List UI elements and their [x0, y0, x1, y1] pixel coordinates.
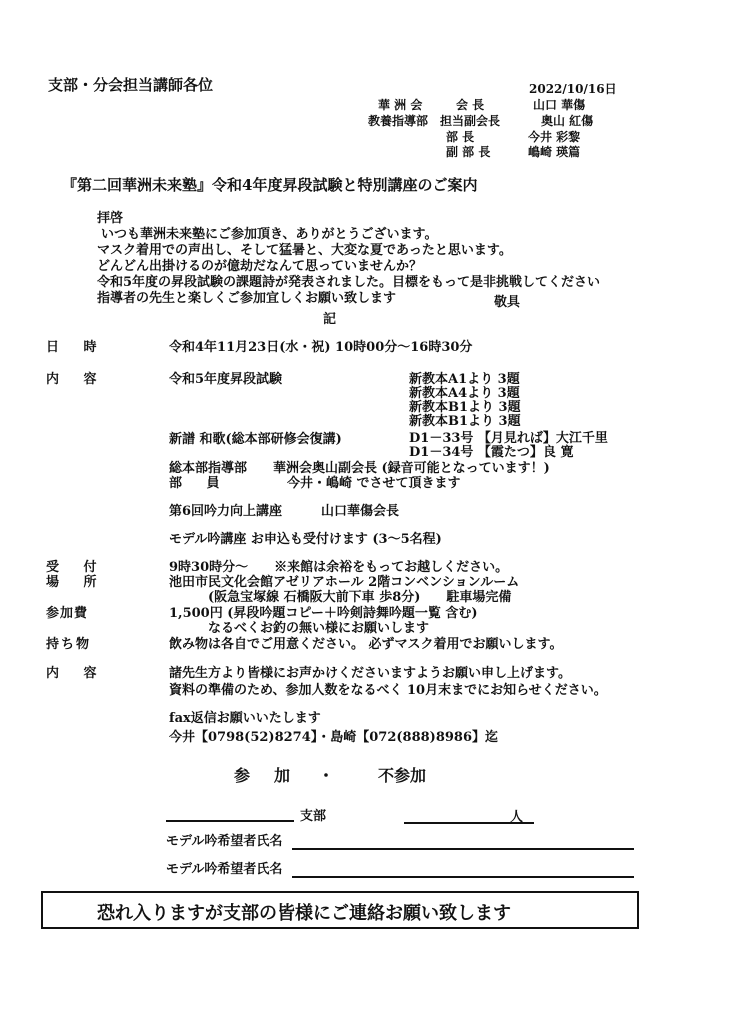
- officer-org-2: 教養指導部: [368, 114, 429, 128]
- greeting-line-5: 指導者の先生と楽しくご参加宜しくお願い致します: [97, 291, 397, 306]
- member-value: 今井・嶋崎 でさせて頂きます: [287, 476, 461, 491]
- date-label: 日 時: [46, 340, 107, 355]
- member-label: 部 員: [169, 476, 230, 491]
- ki-mark: 記: [323, 312, 337, 327]
- reception-value: 9時30時分～ ※来館は余裕をもってお越しください。: [169, 560, 509, 575]
- model-name-label-2: モデル吟希望者氏名: [166, 862, 283, 877]
- content-label: 内 容: [46, 372, 107, 387]
- fee-value: 1,500円 (昇段吟題コピー＋吟剣詩舞吟題一覧 含む): [169, 606, 478, 621]
- fee-note: なるべくお釣の無い様にお願いします: [208, 621, 430, 636]
- model-name-label-1: モデル吟希望者氏名: [166, 834, 283, 849]
- place-label: 場 所: [46, 575, 107, 590]
- model-name-line-1: [292, 848, 634, 850]
- waka-item-1: D1－33号 【月見れば】大江千里: [409, 431, 608, 446]
- officer-role-4: 副 部 長: [446, 145, 491, 159]
- officer-name-4: 嶋崎 瑛篇: [528, 145, 581, 159]
- addressee: 支部・分会担当講師各位: [48, 76, 214, 94]
- officer-role-2: 担当副会長: [440, 114, 501, 128]
- greeting-closing: 敬具: [494, 295, 521, 310]
- reception-label: 受 付: [46, 560, 107, 575]
- people-label: 人: [510, 810, 524, 825]
- absent-option: 不参加: [378, 766, 427, 785]
- greeting-line-2: マスク着用での声出し、そして猛暑と、大変な夏であったと思います。: [97, 243, 512, 258]
- officer-name-3: 今井 彩黎: [528, 130, 581, 144]
- exam-title: 令和5年度昇段試験: [169, 372, 283, 387]
- greeting-line-3: どんどん出掛けるのが億劫だなんて思っていませんか？: [97, 259, 423, 274]
- lecture-line: 第6回吟力向上講座 山口華傷会長: [169, 504, 400, 519]
- footer-notice: 恐れ入りますが支部の皆様にご連絡お願い致します: [97, 903, 511, 924]
- belongings-value: 飲み物は各自でご用意ください。 必ずマスク着用でお願いします。: [169, 637, 563, 652]
- officer-name-2: 奥山 紅傷: [541, 114, 594, 128]
- exam-item-3: 新教本B1より 3題: [409, 400, 521, 415]
- place-value: 池田市民文化会館アゼリアホール 2階コンベンションルーム: [169, 575, 520, 590]
- exam-item-2: 新教本A4より 3題: [409, 386, 520, 401]
- content2-line-1: 諸先生方より皆様にお声かけくださいますようお願い申し上げます。: [169, 666, 571, 681]
- document-title: 『第二回華洲未来塾』令和4年度昇段試験と特別講座のご案内: [62, 176, 478, 194]
- access-line: (阪急宝塚線 石橋阪大前下車 歩8分) 駐車場完備: [208, 590, 512, 605]
- attend-option: 参 加: [234, 766, 295, 785]
- waka-item-2: D1－34号 【霞たつ】良 寛: [409, 445, 574, 460]
- document-date: 2022/10/16日: [529, 82, 617, 96]
- officer-role-1: 会 長: [456, 98, 485, 112]
- greeting-line-1: いつも華洲未来塾にご参加頂き、ありがとうございます。: [101, 227, 438, 242]
- officer-name-1: 山口 華傷: [533, 98, 586, 112]
- branch-underline: [166, 820, 294, 822]
- fax-numbers: 今井【0798(52)8274】・島崎【072(888)8986】迄: [169, 730, 499, 745]
- greeting-opening: 拝啓: [97, 211, 124, 226]
- content2-line-2: 資料の準備のため、参加人数をなるべく 10月末までにお知らせください。: [169, 683, 607, 698]
- exam-item-1: 新教本A1より 3題: [409, 372, 520, 387]
- instructor-line: 総本部指導部 華洲会奥山副会長 (録音可能となっています！): [169, 461, 550, 476]
- content2-label: 内 容: [46, 666, 107, 681]
- exam-item-4: 新教本B1より 3題: [409, 414, 521, 429]
- greeting-line-4: 令和5年度の昇段試験の課題詩が発表されました。目標をもって是非挑戦してください: [97, 275, 601, 290]
- officer-role-3: 部 長: [446, 130, 475, 144]
- model-name-line-2: [292, 876, 634, 878]
- option-separator: ・: [318, 766, 335, 785]
- fee-label: 参加費: [46, 606, 89, 621]
- officer-org-1: 華 洲 会: [378, 98, 423, 112]
- date-value: 令和4年11月23日(水・祝) 10時00分～16時30分: [169, 340, 473, 355]
- model-line: モデル吟講座 お申込も受付けます (3～5名程): [169, 532, 442, 547]
- belongings-label: 持ち物: [46, 637, 92, 652]
- fax-request: fax返信お願いいたします: [169, 711, 321, 726]
- waka-title: 新譜 和歌(総本部研修会復講): [169, 432, 342, 447]
- branch-label: 支部: [300, 809, 327, 824]
